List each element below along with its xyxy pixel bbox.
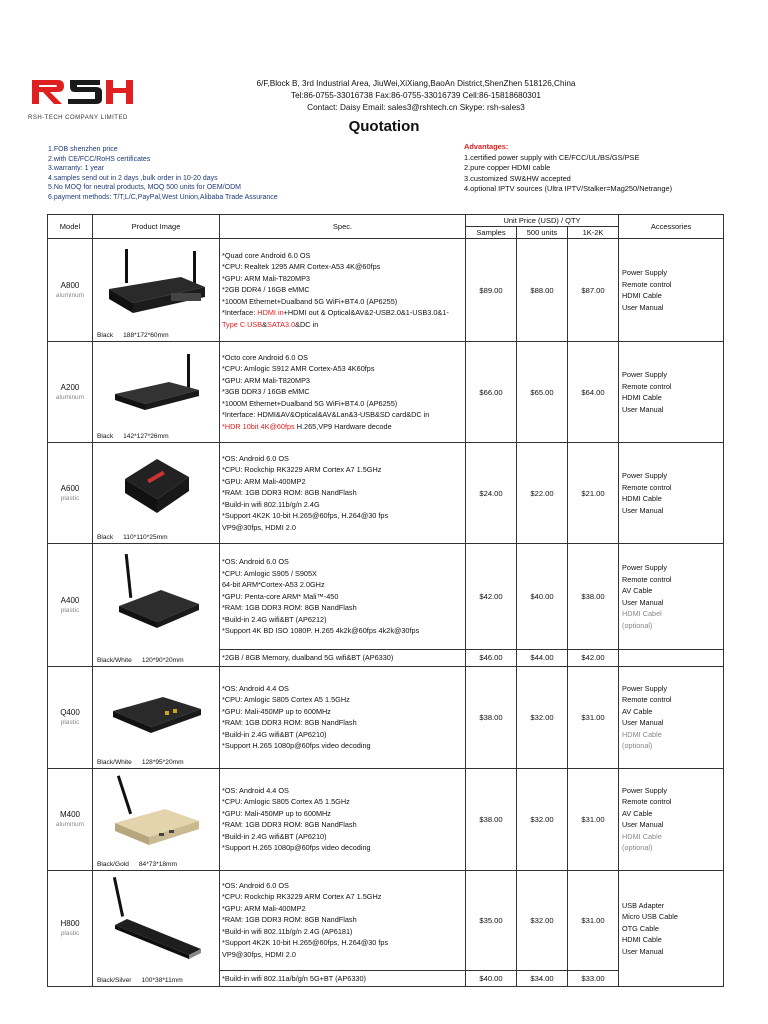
- accessory-item: HDMI Cable: [622, 393, 662, 402]
- model-cell: [48, 544, 93, 667]
- accessory-item: Micro USB Cable: [622, 912, 678, 921]
- header-1k-2k: 1K-2K: [568, 227, 619, 239]
- product-caption: [97, 657, 184, 664]
- company-phones: Tel:86-0755-33016738 Fax:86-0755-33016739 Cell:86-15818680301: [291, 91, 541, 100]
- accessory-optional-note: (optional): [622, 620, 653, 630]
- spec-line: *Support 4K BD ISO 1080P. H.265 4k2k@60fps 4k2k@30fps: [222, 626, 420, 636]
- term-item: 6.payment methods: T/T,L/C,PayPal,West Union,Alibaba Trade Assurance: [48, 193, 278, 201]
- table-row: [48, 870, 724, 970]
- product-caption: [97, 534, 168, 541]
- spec-cell: [220, 650, 466, 667]
- accessories-cell: [619, 768, 724, 870]
- model-name: A200: [60, 383, 80, 392]
- model-cell: [48, 443, 93, 544]
- accessory-item: User Manual: [622, 302, 664, 312]
- accessory-item: AV Cable: [622, 808, 653, 818]
- model-name: M400: [59, 810, 80, 819]
- price-500-units: $40.00: [517, 544, 568, 650]
- accessory-item: User Manual: [622, 946, 664, 956]
- price-1k-2k: $33.00: [568, 970, 619, 987]
- tv-box-image: [101, 247, 211, 322]
- spec-cell: [220, 544, 466, 650]
- model-name: Q400: [60, 708, 80, 717]
- tv-box-image: [109, 775, 205, 855]
- advantage-item: 3.customized SW&HW accepted: [464, 173, 571, 183]
- spec-line: *GPU: ARM Mali-T820MP3: [222, 375, 310, 385]
- spec-line: *RAM: 1GB DDR3 ROM: 8GB NandFlash: [222, 603, 357, 613]
- tv-stick-image: [107, 877, 207, 963]
- price-samples: $38.00: [466, 666, 517, 768]
- accessories-cell: [619, 666, 724, 768]
- tv-box-image: [109, 354, 205, 424]
- header-unit-price: Unit Price (USD) / QTY: [466, 215, 619, 227]
- spec-line: VP9@30fps, HDMI 2.0: [222, 949, 296, 959]
- spec-highlight: *HDR 10bit 4K@60fps: [222, 421, 295, 431]
- spec-line: VP9@30fps, HDMI 2.0: [222, 522, 296, 532]
- spec-interface-line: [222, 307, 463, 330]
- model-material: aluminum: [55, 821, 85, 828]
- accessory-item: Power Supply: [622, 563, 668, 572]
- product-image-cell: [93, 342, 220, 443]
- spec-cell: [220, 970, 466, 987]
- price-samples: $40.00: [466, 970, 517, 987]
- spec-line: *CPU: Amlogic S905 / S905X: [222, 568, 317, 578]
- spec-line: *CPU: Amlogic S805 Cortex A5 1.5GHz: [222, 695, 350, 704]
- spec-line: *Support H.265 1080p@60fps video decoding: [222, 741, 371, 750]
- accessories-cell: [619, 239, 724, 342]
- spec-line: *GPU: Mali-450MP up to 600MHz: [222, 808, 331, 818]
- spec-line: *CPU: Amlogic S912 AMR Cortex-A53 4K60fps: [222, 364, 375, 374]
- spec-line: *Support 4K2K 10-bit H.265@60fps, H.264@30 fps: [222, 511, 389, 521]
- header-spec: Spec.: [220, 215, 466, 239]
- spec-line: *3GB DDR3 / 16GB eMMC: [222, 387, 310, 397]
- spec-line: *2GB / 8GB Memory, dualband 5G wifi&BT (AP6330): [222, 653, 394, 662]
- term-item: 2.with CE/FCC/RoHS certificates: [48, 155, 151, 163]
- spec-line: *OS: Android 4.4 OS: [222, 683, 289, 693]
- model-cell: [48, 342, 93, 443]
- spec-cell: [220, 768, 466, 870]
- spec-text: &: [262, 319, 268, 329]
- spec-highlight: HDMI in: [257, 308, 284, 318]
- accessory-item: Power Supply: [622, 471, 668, 480]
- model-name: A600: [60, 484, 80, 493]
- price-samples: $35.00: [466, 870, 517, 970]
- product-size: 110*110*25mm: [123, 534, 168, 541]
- price-1k-2k: $87.00: [568, 239, 619, 342]
- spec-line: *Octo core Android 6.0 OS: [222, 352, 308, 362]
- accessory-item: HDMI Cable: [622, 935, 662, 944]
- spec-cell: [220, 342, 466, 443]
- spec-line: *GPU: Mali-450MP up to 600MHz: [222, 706, 331, 716]
- price-500-units: $32.00: [517, 666, 568, 768]
- advantages-title: Advantages:: [464, 142, 509, 151]
- model-material: plastic: [60, 606, 80, 614]
- price-1k-2k: $31.00: [568, 870, 619, 970]
- header-500-units: 500 units: [517, 227, 568, 239]
- company-address: 6/F,Block B, 3rd Industrial Area, JiuWei,XiXiang,BaoAn District,ShenZhen 518126,China: [256, 79, 576, 88]
- tv-box-image: [113, 552, 203, 642]
- product-image-cell: [93, 768, 220, 870]
- company-logo: [28, 74, 140, 121]
- accessory-optional: HDMI Cabel: [622, 609, 662, 618]
- spec-line: *CPU: Rockchip RK3229 ARM Cortex A7 1.5GHz: [222, 892, 382, 902]
- spec-line: 64-bit ARM*Cortex-A53 2.0GHz: [222, 580, 325, 590]
- product-color: Black: [97, 332, 114, 339]
- price-500-units: $65.00: [517, 342, 568, 443]
- quotation-table: [47, 214, 724, 987]
- table-row: [48, 666, 724, 768]
- tv-box-image: [109, 681, 205, 751]
- product-image-cell: [93, 443, 220, 544]
- term-item: 5.No MOQ for neutral products, MOQ 500 units for OEM/ODM: [48, 184, 241, 191]
- spec-text: &DC in: [295, 319, 319, 329]
- product-size: 128*95*20mm: [141, 758, 184, 766]
- accessory-item: AV Cable: [622, 706, 653, 716]
- product-color: Black: [97, 433, 114, 440]
- spec-line: *RAM: 1GB DDR3 ROM: 8GB NandFlash: [222, 718, 357, 727]
- product-color: Black/White: [97, 758, 132, 766]
- model-name: A800: [60, 281, 80, 290]
- product-color: Black/Silver: [97, 977, 132, 984]
- spec-line: *Build-in 2.4G wifi&BT (AP6212): [222, 614, 327, 624]
- accessory-item: Power Supply: [622, 370, 668, 379]
- price-500-units: $44.00: [517, 650, 568, 667]
- spec-line: *1000M Ethernet+Dualband 5G WiFi+BT4.0 (AP6255): [222, 296, 398, 306]
- price-500-units: $32.00: [517, 768, 568, 870]
- spec-line: *Interface: HDMI&AV&Optical&AV&Lan&3-USB&SD card&DC in: [222, 410, 430, 420]
- spec-highlight: Type C USB: [222, 319, 263, 329]
- accessories-cell: [619, 443, 724, 544]
- spec-line: *2GB DDR4 / 16GB eMMC: [222, 285, 310, 295]
- spec-line: *Build-in wifi 802.11b/g/n 2.4G: [222, 499, 320, 509]
- accessory-item: User Manual: [622, 505, 664, 515]
- advantage-item: 1.certified power supply with CE/FCC/UL/BS/GS/PSE: [464, 152, 640, 162]
- table-row: [48, 768, 724, 870]
- accessory-item: User Manual: [622, 597, 664, 607]
- spec-line: *OS: Android 6.0 OS: [222, 880, 289, 890]
- price-1k-2k: $64.00: [568, 342, 619, 443]
- model-cell: [48, 666, 93, 768]
- spec-line: *Build-in wifi 802.11b/g/n 2.4G (AP6181): [222, 926, 353, 936]
- accessories-cell: [619, 870, 724, 987]
- price-500-units: $34.00: [517, 970, 568, 987]
- product-caption: [97, 861, 177, 868]
- terms-list: [48, 145, 278, 202]
- spec-line: *OS: Android 6.0 OS: [222, 453, 289, 463]
- product-color: Black/White: [97, 656, 132, 664]
- spec-line: *Support 4K2K 10-bit H.265@60fps, H.264@30 fps: [222, 938, 389, 948]
- spec-line: *CPU: Amlogic S805 Cortex A5 1.5GHz: [222, 797, 350, 806]
- spec-highlight: SATA3.0: [267, 319, 296, 329]
- spec-line: *GPU: ARM Mali-400MP2: [222, 476, 306, 486]
- spec-line: *GPU: ARM Mali-400MP2: [222, 903, 306, 913]
- header-model: Model: [48, 215, 93, 239]
- price-1k-2k: $31.00: [568, 768, 619, 870]
- accessory-item: Remote control: [622, 381, 672, 391]
- company-logo-subtitle: RSH-TECH COMPANY LIMITED: [28, 115, 128, 121]
- spec-line: *Quad core Android 6.0 OS: [222, 250, 311, 260]
- advantage-item: 2.pure copper HDMI cable: [464, 163, 551, 173]
- accessory-item: USB Adapter: [622, 900, 665, 910]
- spec-line: *RAM: 1GB DDR3 ROM: 8GB NandFlash: [222, 820, 357, 829]
- product-size: 120*90*20mm: [141, 656, 184, 664]
- price-1k-2k: $31.00: [568, 666, 619, 768]
- accessory-item: Remote control: [622, 482, 672, 492]
- spec-cell: [220, 870, 466, 970]
- accessory-item: Power Supply: [622, 268, 668, 277]
- spec-line: *Build-in 2.4G wifi&BT (AP6210): [222, 729, 327, 739]
- product-image-cell: [93, 544, 220, 667]
- accessory-item: User Manual: [622, 820, 664, 829]
- accessory-optional: HDMI Cable: [622, 831, 662, 841]
- accessory-item: OTG Cable: [622, 923, 659, 933]
- model-name: H800: [60, 919, 80, 929]
- product-caption: [97, 977, 183, 984]
- price-samples: $38.00: [466, 768, 517, 870]
- spec-line: *CPU: Realtek 1295 AMR Cortex-A53 4K@60fps: [222, 262, 381, 272]
- company-contact: Contact: Daisy Email: sales3@rshtech.cn Skype: rsh-sales3: [307, 103, 525, 112]
- accessory-item: Remote control: [622, 574, 672, 584]
- accessory-item: Power Supply: [622, 785, 668, 795]
- term-item: 3.warranty: 1 year: [48, 165, 105, 172]
- header-product-image: Product Image: [93, 215, 220, 239]
- accessory-item: User Manual: [622, 404, 664, 414]
- price-samples: $24.00: [466, 443, 517, 544]
- spec-text: +HDMI out & Optical&AV&2-USB2.0&1-USB3.0&1-: [283, 308, 449, 318]
- advantages-list: [464, 142, 694, 195]
- product-caption: [97, 759, 184, 766]
- table-row: [48, 544, 724, 650]
- spec-line: *OS: Android 6.0 OS: [222, 557, 289, 567]
- model-material: plastic: [60, 930, 80, 938]
- accessories-cell: [619, 544, 724, 650]
- company-address-block: [140, 78, 692, 114]
- product-size: 84*73*18mm: [138, 860, 178, 868]
- spec-line: *Support H.265 1080p@60fps video decoding: [222, 843, 371, 852]
- price-samples: $89.00: [466, 239, 517, 342]
- accessory-item: HDMI Cable: [622, 291, 662, 300]
- header-accessories: Accessories: [619, 215, 724, 239]
- price-samples: $42.00: [466, 544, 517, 650]
- product-caption: [97, 332, 169, 339]
- tv-box-image: [121, 451, 193, 525]
- table-row: [48, 239, 724, 342]
- product-size: 188*172*60mm: [123, 332, 169, 339]
- spec-line: *Build-in 2.4G wifi&BT (AP6210): [222, 831, 327, 841]
- price-500-units: $22.00: [517, 443, 568, 544]
- spec-text: *Interface:: [222, 308, 258, 318]
- spec-line: *RAM: 1GB DDR3 ROM: 8GB NandFlash: [222, 488, 357, 498]
- header-samples: Samples: [466, 227, 517, 239]
- price-1k-2k: $42.00: [568, 650, 619, 667]
- model-material: plastic: [60, 719, 80, 726]
- term-item: 4.samples send out in 2 days ,bulk order in 10-20 days: [48, 174, 218, 182]
- accessory-optional-note: (optional): [622, 843, 653, 852]
- price-500-units: $32.00: [517, 870, 568, 970]
- spec-line: *GPU: Penta-core ARM* Mali™-450: [222, 591, 339, 601]
- spec-line: *Build-in wifi 802.11a/b/g/n 5G+BT (AP6330): [222, 973, 366, 983]
- price-500-units: $88.00: [517, 239, 568, 342]
- accessory-item: Remote control: [622, 797, 672, 806]
- model-material: plastic: [60, 495, 80, 502]
- spec-cell: [220, 239, 466, 342]
- accessory-item: Remote control: [622, 695, 672, 704]
- product-image-cell: [93, 239, 220, 342]
- spec-line: *1000M Ethernet+Dualband 5G WiFi+BT4.0 (AP6255): [222, 398, 398, 408]
- model-cell: [48, 768, 93, 870]
- product-image-cell: [93, 666, 220, 768]
- spec-cell: [220, 443, 466, 544]
- accessory-item: User Manual: [622, 718, 664, 727]
- accessory-optional: HDMI Cable: [622, 729, 662, 739]
- price-1k-2k: $38.00: [568, 544, 619, 650]
- product-size: 142*127*26mm: [123, 433, 169, 440]
- spec-line: *RAM: 1GB DDR3 ROM: 8GB NandFlash: [222, 915, 357, 925]
- product-size: 100*38*11mm: [141, 977, 183, 984]
- spec-hdr-line: [222, 421, 463, 433]
- price-1k-2k: $21.00: [568, 443, 619, 544]
- product-color: Black/Gold: [97, 860, 129, 868]
- model-cell: [48, 870, 93, 987]
- model-material: aluminum: [55, 394, 85, 401]
- spec-cell: [220, 666, 466, 768]
- price-samples: $46.00: [466, 650, 517, 667]
- table-row: [48, 443, 724, 544]
- spec-line: *CPU: Rockchip RK3229 ARM Cortex A7 1.5GHz: [222, 465, 382, 475]
- accessory-optional-note: (optional): [622, 741, 653, 750]
- spec-line: *GPU: ARM Mali-T820MP3: [222, 273, 310, 283]
- accessory-item: Remote control: [622, 279, 672, 289]
- price-samples: $66.00: [466, 342, 517, 443]
- product-color: Black: [97, 534, 114, 541]
- page-title: Quotation: [348, 118, 420, 135]
- accessory-item: Power Supply: [622, 683, 668, 693]
- table-header-row: [48, 215, 724, 227]
- spec-text: H.265,VP9 Hardware decode: [294, 421, 392, 431]
- model-material: aluminum: [55, 292, 85, 299]
- model-name: A400: [60, 595, 80, 605]
- rsh-logo-icon: [28, 74, 138, 108]
- accessory-item: AV Cable: [622, 586, 653, 595]
- accessory-item: HDMI Cable: [622, 494, 662, 503]
- model-cell: [48, 239, 93, 342]
- accessories-cell-empty: [619, 650, 724, 667]
- term-item: 1.FOB shenzhen price: [48, 146, 118, 153]
- table-row: [48, 342, 724, 443]
- product-caption: [97, 433, 169, 440]
- advantage-item: 4.optional IPTV sources (Ultra IPTV/Stalker=Mag250/Netrange): [464, 184, 673, 194]
- accessories-cell: [619, 342, 724, 443]
- spec-line: *OS: Android 4.4 OS: [222, 785, 289, 795]
- product-image-cell: [93, 870, 220, 987]
